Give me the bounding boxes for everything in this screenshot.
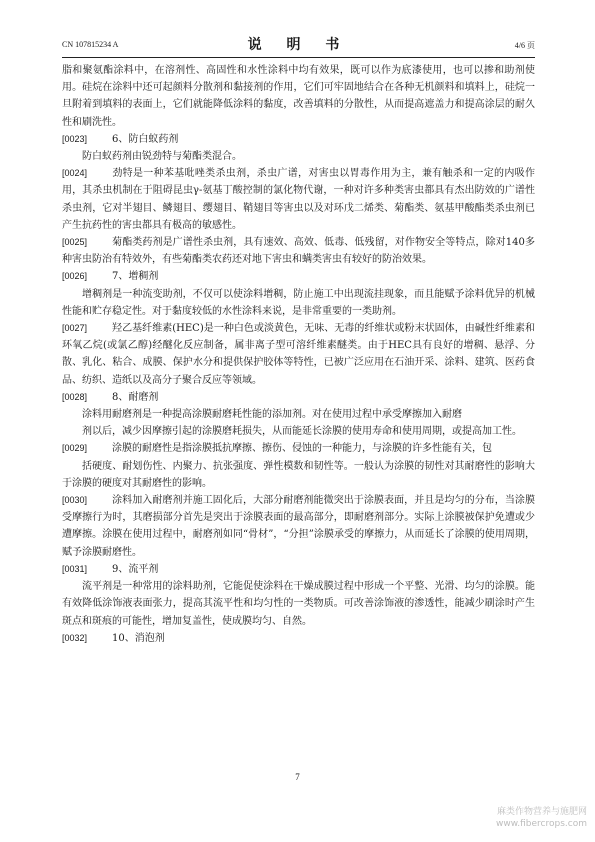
paragraph-number: [0031] xyxy=(62,563,88,574)
page-indicator: 4/6 页 xyxy=(514,41,535,50)
paragraph: 剂以后，减少因摩擦引起的涂膜磨耗损失，从而能延长涂膜的使用寿命和使用周期，或提高加工性。 xyxy=(82,426,522,438)
page-number: 7 xyxy=(295,772,300,782)
paragraph: [0024] 劲特是一种苯基吡唑类杀虫剂，杀虫广谱，对害虫以胃毒作用为主，兼有触杀和一定的内吸作用，其杀虫机制在于阻碍昆虫γ-氨基丁酸控制的氯化物代谢，一种对许多种类害虫都具有杰出防效的广谱性杀虫剂，它对半翅目、鳞翅目、缨翅目、鞘翅目等害虫以及对环戊二烯类、菊酯类、氨基甲酸酯类杀虫剂已产生抗药性的害虫都具有极高的敏感性。 xyxy=(62,165,535,234)
paragraph: [0027] 羟乙基纤维素(HEC)是一种白色或淡黄色，无味、无毒的纤维状或粉末状固体，由碱性纤维素和环氧乙烷(或氯乙醇)经醚化反应制备，属非离子型可溶纤维素醚类。由于HEC具有良好的增稠、悬浮、分散、乳化、粘合、成膜、保护水分和提供保护胶体等特性，已被广泛应用在石油开采、涂料、建筑、医药食品、纺织、造纸以及高分子聚合反应等领域。 xyxy=(62,320,535,389)
section-heading: [0032] 10、消泡剂 xyxy=(62,630,535,647)
page-header xyxy=(62,34,535,54)
paragraph: [0029] 涂膜的耐磨性是指涂膜抵抗摩擦、擦伤、侵蚀的一种能力，与涂膜的许多性能有关，包 xyxy=(62,440,535,457)
section-heading: [0031] 9、流平剂 xyxy=(62,561,535,578)
document-title: 说 明 书 xyxy=(247,37,350,53)
paragraph-number: [0032] xyxy=(62,632,88,643)
publication-number: CN 107815234 A xyxy=(62,40,119,49)
section-heading: [0028] 8、耐磨剂 xyxy=(62,389,535,406)
watermark-title: 麻类作物营养与施肥网 xyxy=(496,807,587,817)
paragraph-number: [0027] xyxy=(62,323,88,334)
paragraph: 增稠剂是一种流变助剂，不仅可以使涂料增稠，防止施工中出现流挂现象，而且能赋予涂料优异的机械性能和贮存稳定性。对于黏度较低的水性涂料来说，是非常重要的一类助剂。 xyxy=(62,288,535,317)
paragraph: 涂料用耐磨剂是一种提高涂膜耐磨耗性能的添加剂。对在使用过程中承受摩擦加入耐磨 xyxy=(82,409,462,421)
paragraph: 防白蚁药剂由锐劲特与菊酯类混合。 xyxy=(82,151,242,163)
paragraph: [0025] 菊酯类药剂是广谱性杀虫剂，具有速效、高效、低毒、低残留，对作物安全等特点，除对140多种害虫防治有特效外，有些菊酯类农药还对地下害虫和螨类害虫有较好的防治效果。 xyxy=(62,234,535,268)
paragraph-number: [0026] xyxy=(62,271,88,282)
document-body xyxy=(62,62,535,647)
paragraph-number: [0028] xyxy=(62,391,88,402)
paragraph-number: [0029] xyxy=(62,443,88,454)
paragraph-number: [0023] xyxy=(62,133,88,144)
paragraph: 括硬度、耐划伤性、内聚力、抗张强度、弹性模数和韧性等。一般认为涂膜的韧性对其耐磨性的影响大于涂膜的硬度对其耐磨性的影响。 xyxy=(62,460,535,489)
site-watermark xyxy=(496,806,587,830)
header-rule xyxy=(62,57,535,58)
paragraph-number: [0030] xyxy=(62,495,88,506)
paragraph: 流平剂是一种常用的涂料助剂，它能促使涂料在干燥成膜过程中形成一个平整、光滑、均匀的涂膜。能有效降低涂饰液表面张力，提高其流平性和均匀性的一类物质。可改善涂饰液的渗透性，能减少刷涂时产生斑点和斑痕的可能性，增加复盖性，使成膜均匀、自然。 xyxy=(62,581,535,627)
paragraph-number: [0025] xyxy=(62,237,88,248)
watermark-url: www.fibercrops.com xyxy=(496,819,587,829)
paragraph: [0030] 涂料加入耐磨剂并施工固化后，大部分耐磨剂能微突出于涂膜表面，并且是均匀的分布，当涂膜受摩擦行为时，其磨损部分首先是突出于涂膜表面的最高部分，即耐磨剂部分。实际上涂膜被保护免遭或少遭摩擦。涂膜在使用过程中，耐磨剂如同“骨材”，“分担”涂膜承受的摩擦力，从而延长了涂膜的使用周期，赋予涂膜耐磨性。 xyxy=(62,492,535,561)
section-heading: [0023] 6、防白蚁药剂 xyxy=(62,131,535,148)
section-heading: [0026] 7、增稠剂 xyxy=(62,268,535,285)
paragraph-continuation: 脂和聚氨酯涂料中，在溶剂性、高固性和水性涂料中均有效果，既可以作为底漆使用，也可以掺和助剂使用。硅烷在涂料中还可起颜料分散剂和黏接剂的作用，它们可牢固地结合在各种无机颜料和填料上，硅烷一旦附着到填料的表面上，它们就能降低涂料的黏度，改善填料的分散性，从而提高遮盖力和提高涂层的耐久性和刷洗性。 xyxy=(62,65,535,128)
paragraph-number: [0024] xyxy=(62,168,88,179)
